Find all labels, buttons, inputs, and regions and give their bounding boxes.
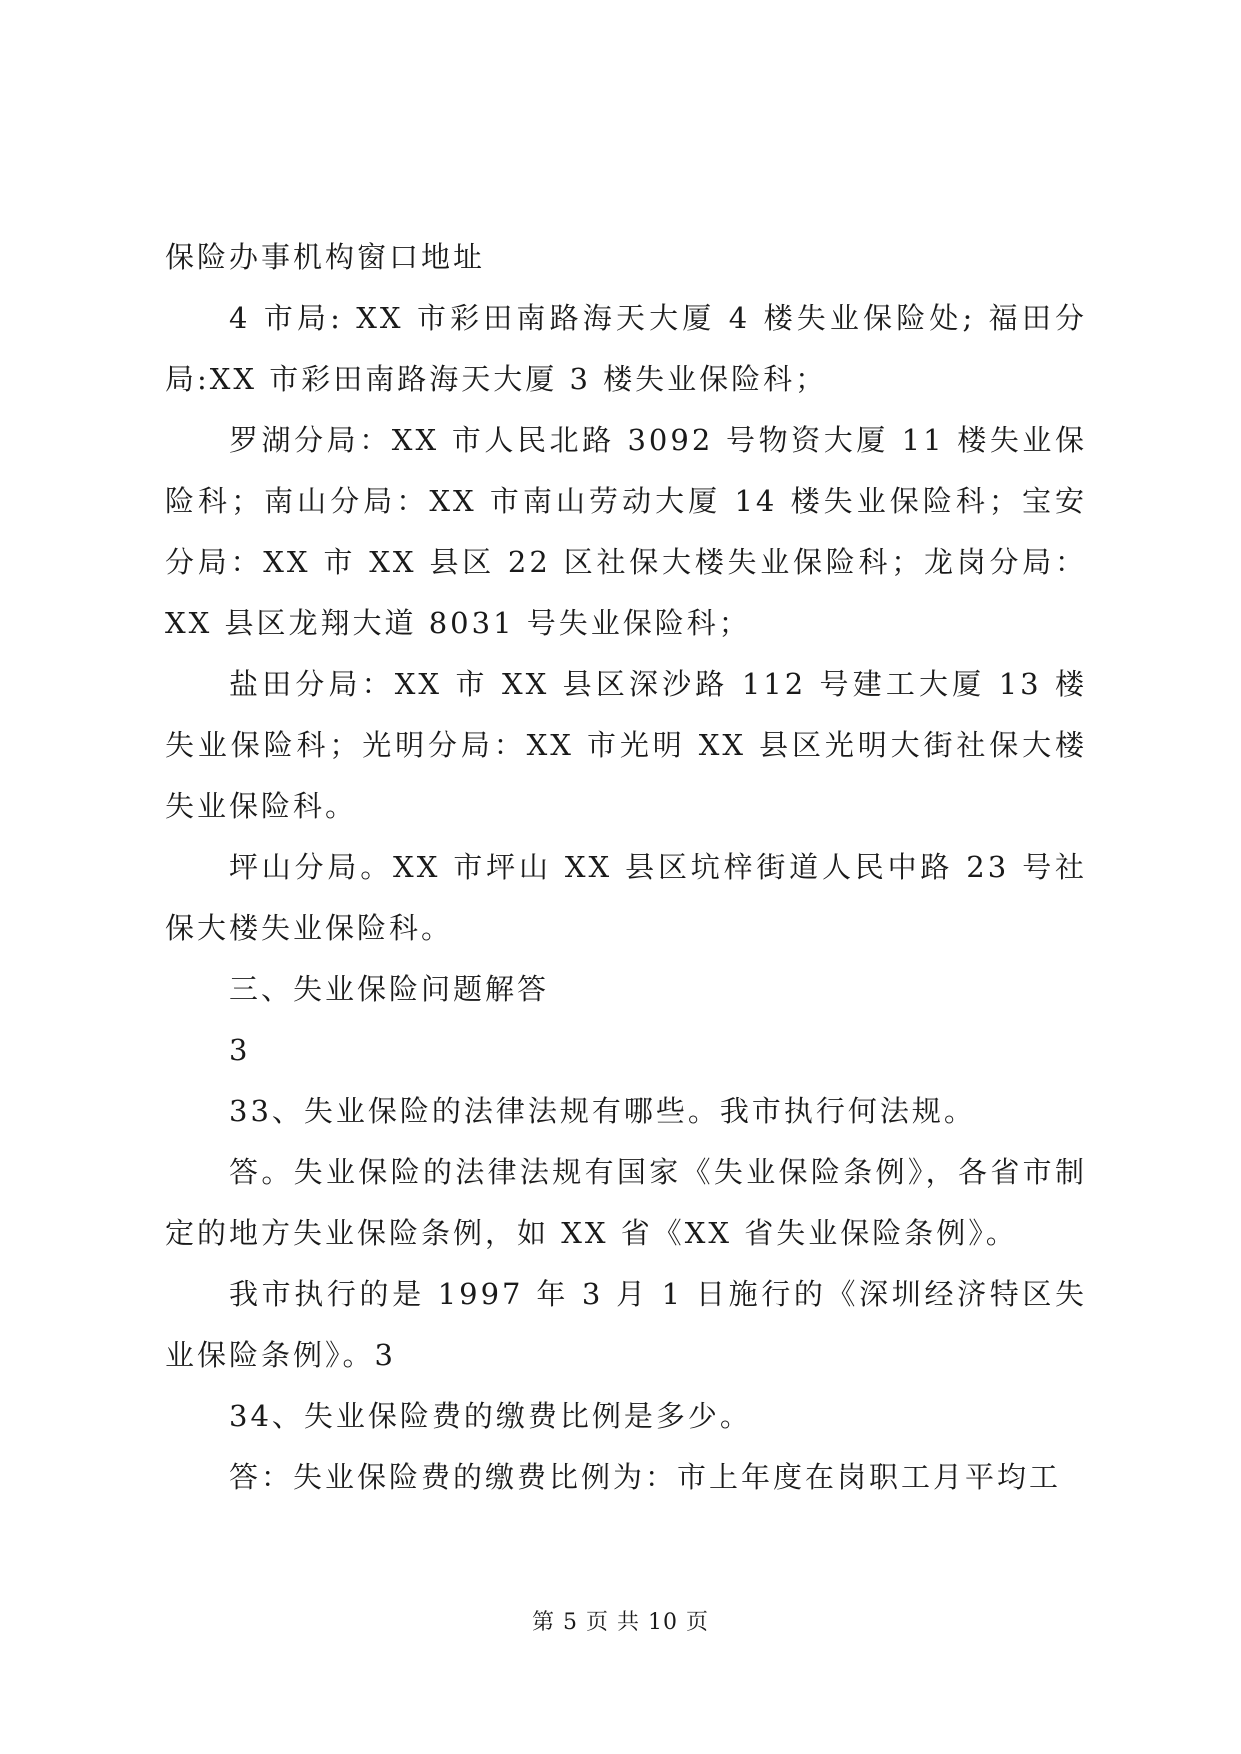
page-number-footer: 第 5 页 共 10 页 <box>532 1610 709 1635</box>
paragraph: 保险办事机构窗口地址 <box>165 240 486 274</box>
answer: 答：失业保险费的缴费比例为：市上年度在岗职工月平均工 <box>229 1460 1062 1494</box>
question: 34、失业保险费的缴费比例是多少。 <box>229 1399 752 1433</box>
section-heading: 三、失业保险问题解答 <box>229 972 550 1006</box>
paragraph: 4 市局: XX 市彩田南路海天大厦 4 楼失业保险处; 福田分局:XX 市彩田南路海天大厦 3 楼失业保险科； <box>165 301 1087 396</box>
question: 33、失业保险的法律法规有哪些。我市执行何法规。 <box>229 1094 976 1128</box>
answer: 答。失业保险的法律法规有国家《失业保险条例》，各省市制定的地方失业保险条例，如 XX 省《XX 省失业保险条例》。 <box>165 1155 1087 1250</box>
paragraph: 3 <box>229 1033 251 1067</box>
document-body <box>165 227 1087 1508</box>
paragraph: 盐田分局：XX 市 XX 县区深沙路 112 号建工大厦 13 楼失业保险科；光明分局：XX 市光明 XX 县区光明大街社保大楼失业保险科。 <box>165 667 1087 823</box>
paragraph: 罗湖分局：XX 市人民北路 3092 号物资大厦 11 楼失业保险科；南山分局：XX 市南山劳动大厦 14 楼失业保险科；宝安分局：XX 市 XX 县区 22 区社保大楼失业保险科；龙岗分局：XX 县区龙翔大道 8031 号失业保险科； <box>165 423 1087 640</box>
paragraph: 坪山分局。XX 市坪山 XX 县区坑梓街道人民中路 23 号社保大楼失业保险科。 <box>165 850 1087 945</box>
paragraph: 我市执行的是 1997 年 3 月 1 日施行的《深圳经济特区失业保险条例》。3 <box>165 1277 1087 1372</box>
